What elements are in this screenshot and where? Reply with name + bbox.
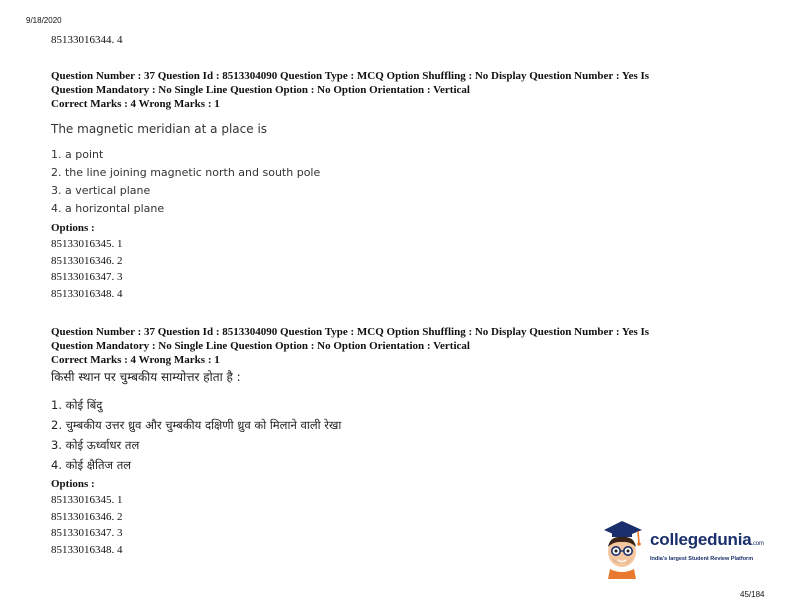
question-meta-line-1: Question Number : 37 Question Id : 8513304090 Question Type : MCQ Option Shuffling : No Display Question Number : Yes Is <box>51 326 650 338</box>
choice-item: 4. a horizontal plane <box>51 202 165 215</box>
question-meta-line-1: Question Number : 37 Question Id : 8513304090 Question Type : MCQ Option Shuffling : No Display Question Number : Yes Is <box>51 70 650 82</box>
choice-item: 2. चुम्बकीय उत्तर ध्रुव और चुम्बकीय दक्षिणी ध्रुव को मिलाने वाली रेखा <box>51 418 342 432</box>
marks-line: Correct Marks : 4 Wrong Marks : 1 <box>51 354 220 366</box>
page-number: 45/184 <box>740 590 765 599</box>
question-text: किसी स्थान पर चुम्बकीय साम्योत्तर होता है : <box>51 370 241 384</box>
page-date: 9/18/2020 <box>26 16 62 25</box>
choice-item: 3. a vertical plane <box>51 184 151 197</box>
logo-wordmark: collegedunia.com <box>650 530 764 549</box>
mascot-icon <box>600 519 646 579</box>
collegedunia-logo <box>600 519 770 579</box>
option-id-line: 85133016345. 1 <box>51 238 123 250</box>
choice-item: 3. कोई ऊर्ध्वाधर तल <box>51 438 140 452</box>
option-id-line: 85133016346. 2 <box>51 510 123 523</box>
choice-item: 2. the line joining magnetic north and south pole <box>51 166 321 179</box>
previous-option-line: 85133016344. 4 <box>51 34 123 46</box>
question-text: The magnetic meridian at a place is <box>51 122 268 136</box>
choice-item: 1. कोई बिंदु <box>51 398 103 412</box>
options-label: Options : <box>51 478 95 490</box>
question-block-english <box>51 69 751 302</box>
logo-tagline: India's largest Student Review Platform <box>650 556 754 562</box>
option-id-line: 85133016345. 1 <box>51 494 123 506</box>
option-id-line: 85133016347. 3 <box>51 271 123 283</box>
options-label: Options : <box>51 222 95 234</box>
option-id-line: 85133016348. 4 <box>51 543 123 556</box>
choice-list <box>51 146 751 218</box>
choice-item: 1. a point <box>51 148 104 161</box>
choice-list <box>51 395 751 475</box>
document-body <box>51 33 751 558</box>
option-id-line: 85133016348. 4 <box>51 287 123 300</box>
option-id-line: 85133016347. 3 <box>51 527 123 539</box>
option-id-line: 85133016346. 2 <box>51 254 123 267</box>
choice-item: 4. कोई क्षैतिज तल <box>51 458 132 472</box>
question-meta-line-2: Question Mandatory : No Single Line Question Option : No Option Orientation : Vertical <box>51 340 470 352</box>
marks-line: Correct Marks : 4 Wrong Marks : 1 <box>51 98 220 110</box>
question-meta-line-2: Question Mandatory : No Single Line Question Option : No Option Orientation : Vertical <box>51 84 470 96</box>
